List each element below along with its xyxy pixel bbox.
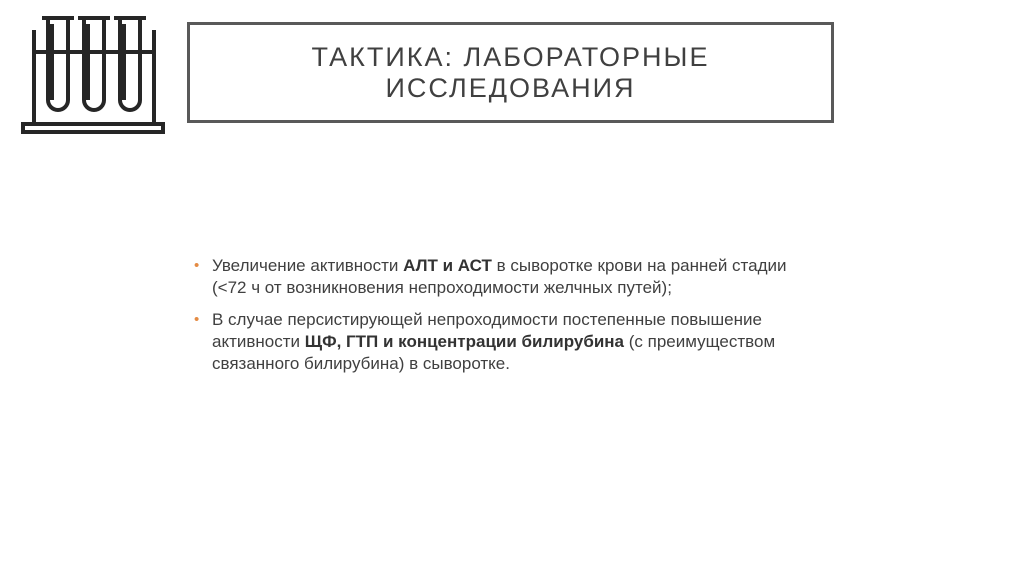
test-tubes-rack-icon	[20, 14, 168, 136]
title-line-2: ИССЛЕДОВАНИЯ	[385, 72, 636, 103]
page-title	[312, 42, 710, 104]
bullet-text: Увеличение активности	[212, 256, 404, 275]
bullet-bold-text: ЩФ, ГТП и концентрации билирубина	[304, 332, 625, 351]
title-line-1: ТАКТИКА: ЛАБОРАТОРНЫЕ	[311, 41, 710, 72]
bullet-marker: •	[194, 257, 200, 274]
bullet-list	[192, 255, 812, 375]
bullet-item	[192, 309, 812, 375]
bullet-marker: •	[194, 311, 200, 328]
content-area	[192, 255, 812, 385]
bullet-text: в сыворотке крови на ранней стадии (<72 ч от возникновения непроходимости желчных путей);	[212, 256, 787, 297]
bullet-item	[192, 255, 812, 299]
title-box	[187, 22, 834, 123]
bullet-bold-text: АЛТ и АСТ	[403, 256, 492, 275]
bullet-text: В случае персистирующей непроходимости постепенные повышение активности	[212, 310, 762, 351]
bullet-text: (с преимуществом связанного билирубина) в сыворотке.	[212, 332, 776, 373]
